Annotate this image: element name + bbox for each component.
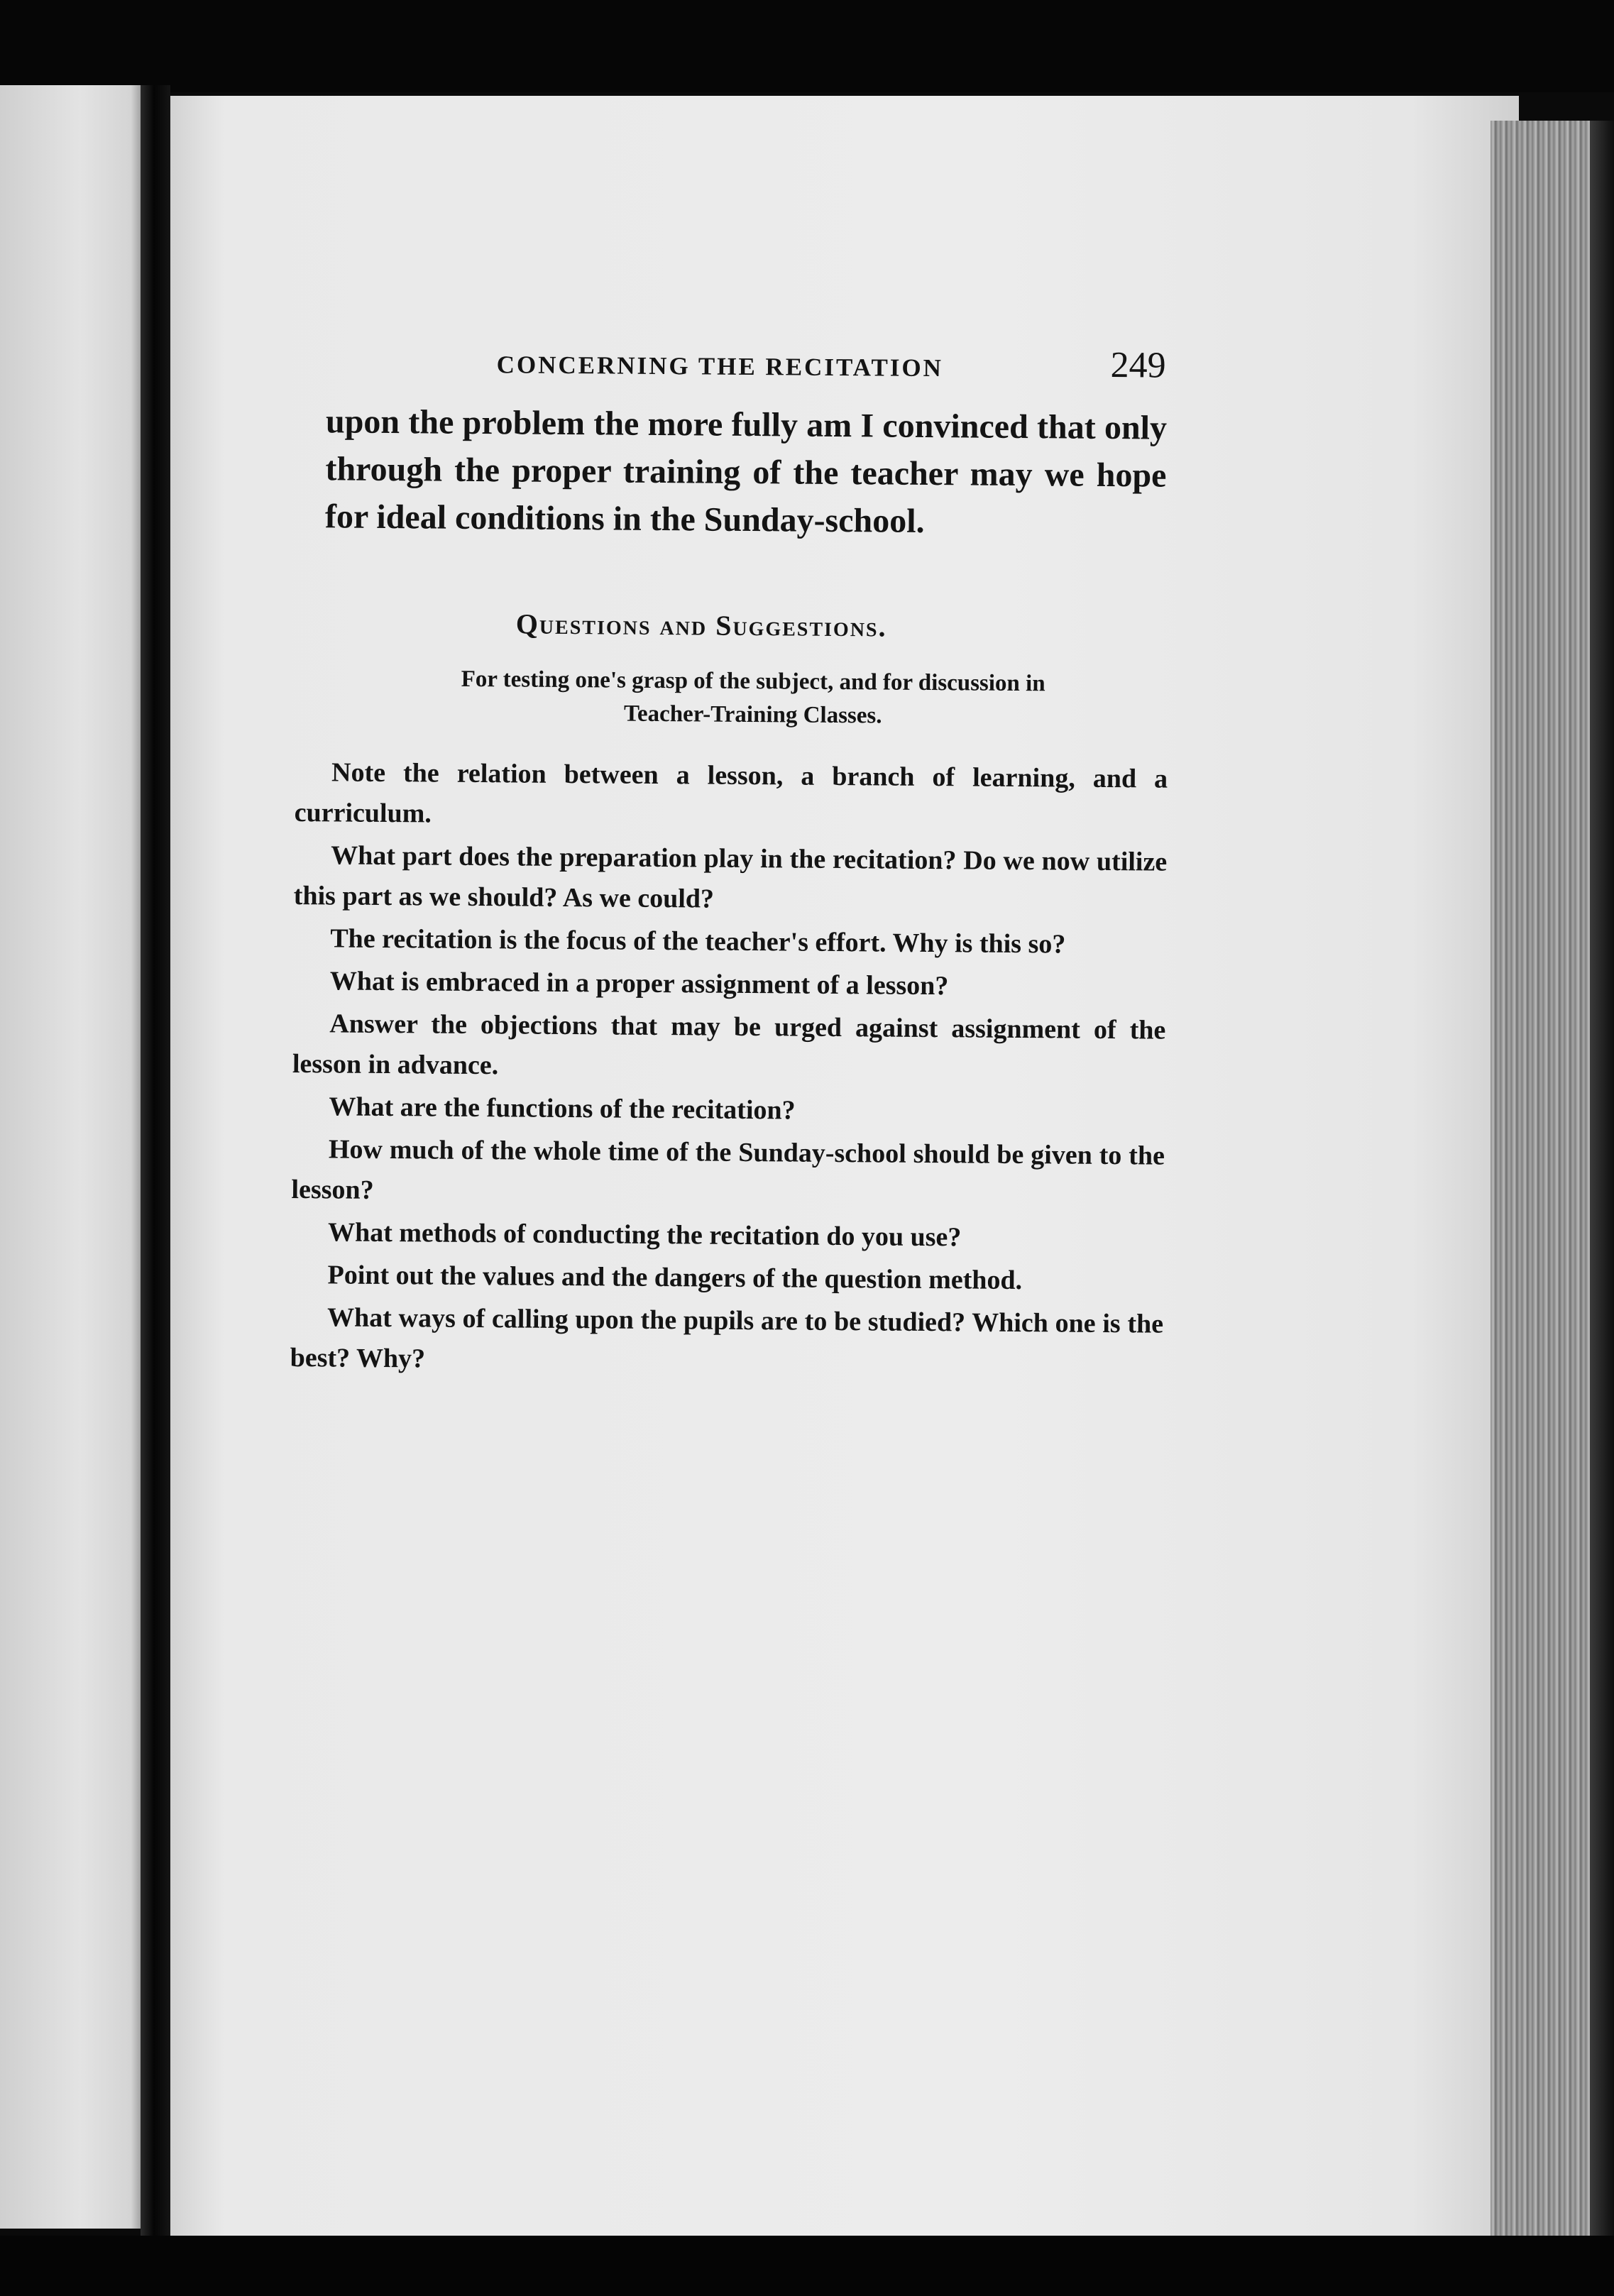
question-item: What is embraced in a proper assignment of a lesson? (329, 966, 949, 1001)
question-item: Note the relation between a lesson, a branch of learning, and a curriculum. (294, 757, 1168, 829)
scan-bottom-border (0, 2236, 1614, 2296)
section-heading: Questions and Suggestions. (515, 608, 887, 643)
question-item: The recitation is the focus of the teacher's effort. Why is this so? (330, 923, 1066, 960)
continued-paragraph: upon the problem the more fully am I convinced that only through the proper training of the teacher may we hope for ideal conditions in the Sunday-school. (324, 402, 1168, 540)
question-item: Point out the values and the dangers of the question method. (327, 1260, 1023, 1296)
running-title: CONCERNING THE RECITATION (496, 351, 944, 383)
question-item: Answer the objections that may be urged against assignment of the lesson in advance. (292, 1009, 1166, 1081)
question-item: What ways of calling upon the pupils are to be studied? Which one is the best? Why? (290, 1302, 1164, 1374)
scan-top-border (0, 0, 1614, 92)
page-number: 249 (1110, 344, 1166, 386)
section-subheading: For testing one's grasp of the subject, and for discussion in Teacher-Training Classes. (461, 666, 1045, 729)
question-item: What are the functions of the recitation? (329, 1092, 796, 1126)
question-item: What methods of conducting the recitation do you use? (327, 1217, 962, 1253)
book-gutter (141, 85, 170, 2236)
page-block-edges (1491, 121, 1590, 2243)
question-item: What part does the preparation play in the recitation? Do we now utilize this part as we should? As we could? (293, 840, 1168, 914)
question-list (290, 752, 1168, 1385)
facing-page-edge (0, 85, 146, 2229)
running-header (297, 334, 1178, 405)
cover-edge-shadow (1590, 121, 1614, 2243)
question-item: How much of the whole time of the Sunday-school should be given to the lesson? (291, 1134, 1165, 1205)
page-content (290, 334, 1178, 1388)
